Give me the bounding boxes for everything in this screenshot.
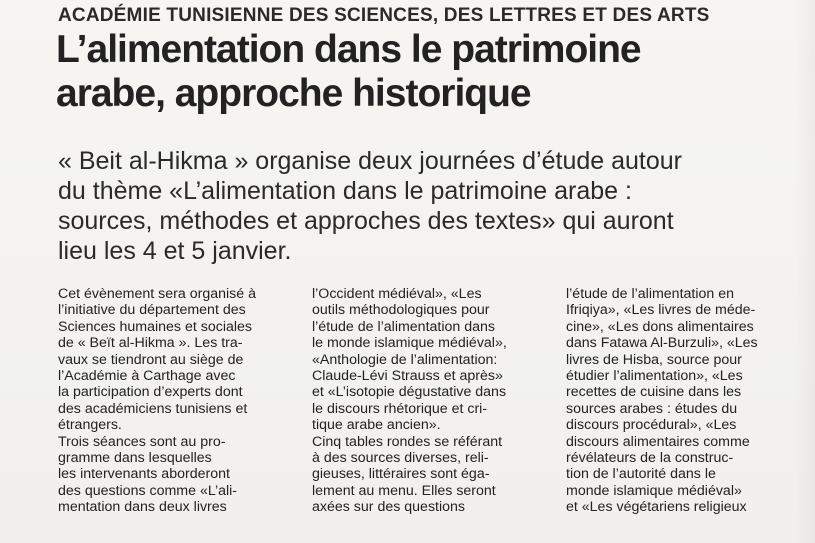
- body-line: Claude-Lévi Strauss et après»: [312, 368, 503, 385]
- body-line: «Anthologie de l’alimentation:: [312, 351, 498, 368]
- body-line: tique arabe ancien».: [312, 417, 441, 434]
- headline-line: L’alimentation dans le patrimoine: [56, 28, 641, 71]
- body-line: étrangers.: [58, 417, 122, 434]
- body-line: recettes de cuisine dans les: [566, 384, 742, 401]
- body-line: livres de Hisba, source pour: [566, 351, 742, 368]
- body-line: des questions comme «L’ali-: [58, 482, 238, 499]
- headline-line: arabe, approche historique: [56, 72, 531, 115]
- body-line: et «Les végétariens religieux: [566, 499, 747, 516]
- body-line: l’Académie à Carthage avec: [58, 368, 236, 385]
- body-line: Ifriqiya», «Les livres de méde-: [566, 302, 756, 319]
- body-line: tion de l’autorité dans le: [566, 466, 716, 483]
- body-line: de « Beït al-Hikma ». Les tra-: [58, 335, 243, 352]
- body-line: étudier l’alimentation», «Les: [566, 368, 743, 385]
- lede-line: lieu les 4 et 5 janvier.: [58, 237, 292, 265]
- paper-edge-shadow: [795, 0, 815, 543]
- body-line: à des sources diverses, reli-: [312, 450, 489, 467]
- article-lede: [58, 146, 798, 266]
- body-line: l’Occident médiéval», «Les: [312, 286, 482, 302]
- body-line: Sciences humaines et sociales: [58, 318, 252, 335]
- article-headline: [56, 28, 756, 116]
- body-line: lement au menu. Elles seront: [312, 482, 496, 499]
- body-line: révélateurs de la construc-: [566, 450, 734, 467]
- body-line: Cet évènement sera organisé à: [58, 286, 256, 302]
- section-kicker: ACADÉMIE TUNISIENNE DES SCIENCES, DES LETTRES ET DES ARTS: [58, 5, 710, 26]
- body-line: Cinq tables rondes se référant: [312, 433, 503, 450]
- body-line: axées sur des questions: [312, 499, 466, 516]
- body-line: le discours rhétorique et cri-: [312, 400, 488, 417]
- body-line: dans Fatawa Al-Burzuli», «Les: [566, 335, 758, 352]
- body-line: discours procédural», «Les: [566, 417, 737, 434]
- body-line: le monde islamique médiéval»,: [312, 335, 507, 352]
- body-line: gieuses, littéraires sont éga-: [312, 466, 490, 483]
- body-line: des académiciens tunisiens et: [58, 400, 248, 417]
- lede-line: du thème «L’alimentation dans le patrimoine arabe :: [58, 177, 632, 205]
- body-line: sources arabes : études du: [566, 400, 738, 417]
- body-line: discours alimentaires comme: [566, 433, 750, 450]
- body-column-3: [566, 286, 802, 516]
- body-line: et «L’isotopie dégustative dans: [312, 384, 507, 401]
- body-line: mentation dans deux livres: [58, 499, 227, 516]
- body-line: gramme dans lesquelles: [58, 450, 212, 467]
- lede-line: sources, méthodes et approches des textes» qui auront: [58, 207, 674, 235]
- body-line: cine», «Les dons alimentaires: [566, 318, 754, 335]
- body-line: outils méthodologiques pour: [312, 302, 490, 319]
- body-line: monde islamique médiéval»: [566, 482, 742, 499]
- body-line: l’étude de l’alimentation en: [566, 286, 734, 302]
- body-line: la participation d’experts dont: [58, 384, 243, 401]
- lede-line: « Beit al-Hikma » organise deux journées d’étude autour: [58, 147, 682, 175]
- body-line: Trois séances sont au pro-: [58, 433, 226, 450]
- body-column-1: [58, 286, 294, 516]
- body-line: les intervenants aborderont: [58, 466, 230, 483]
- body-line: l’étude de l’alimentation dans: [312, 318, 495, 335]
- body-column-2: [312, 286, 548, 516]
- body-line: l’initiative du département des: [58, 302, 246, 319]
- body-line: vaux se tiendront au siège de: [58, 351, 244, 368]
